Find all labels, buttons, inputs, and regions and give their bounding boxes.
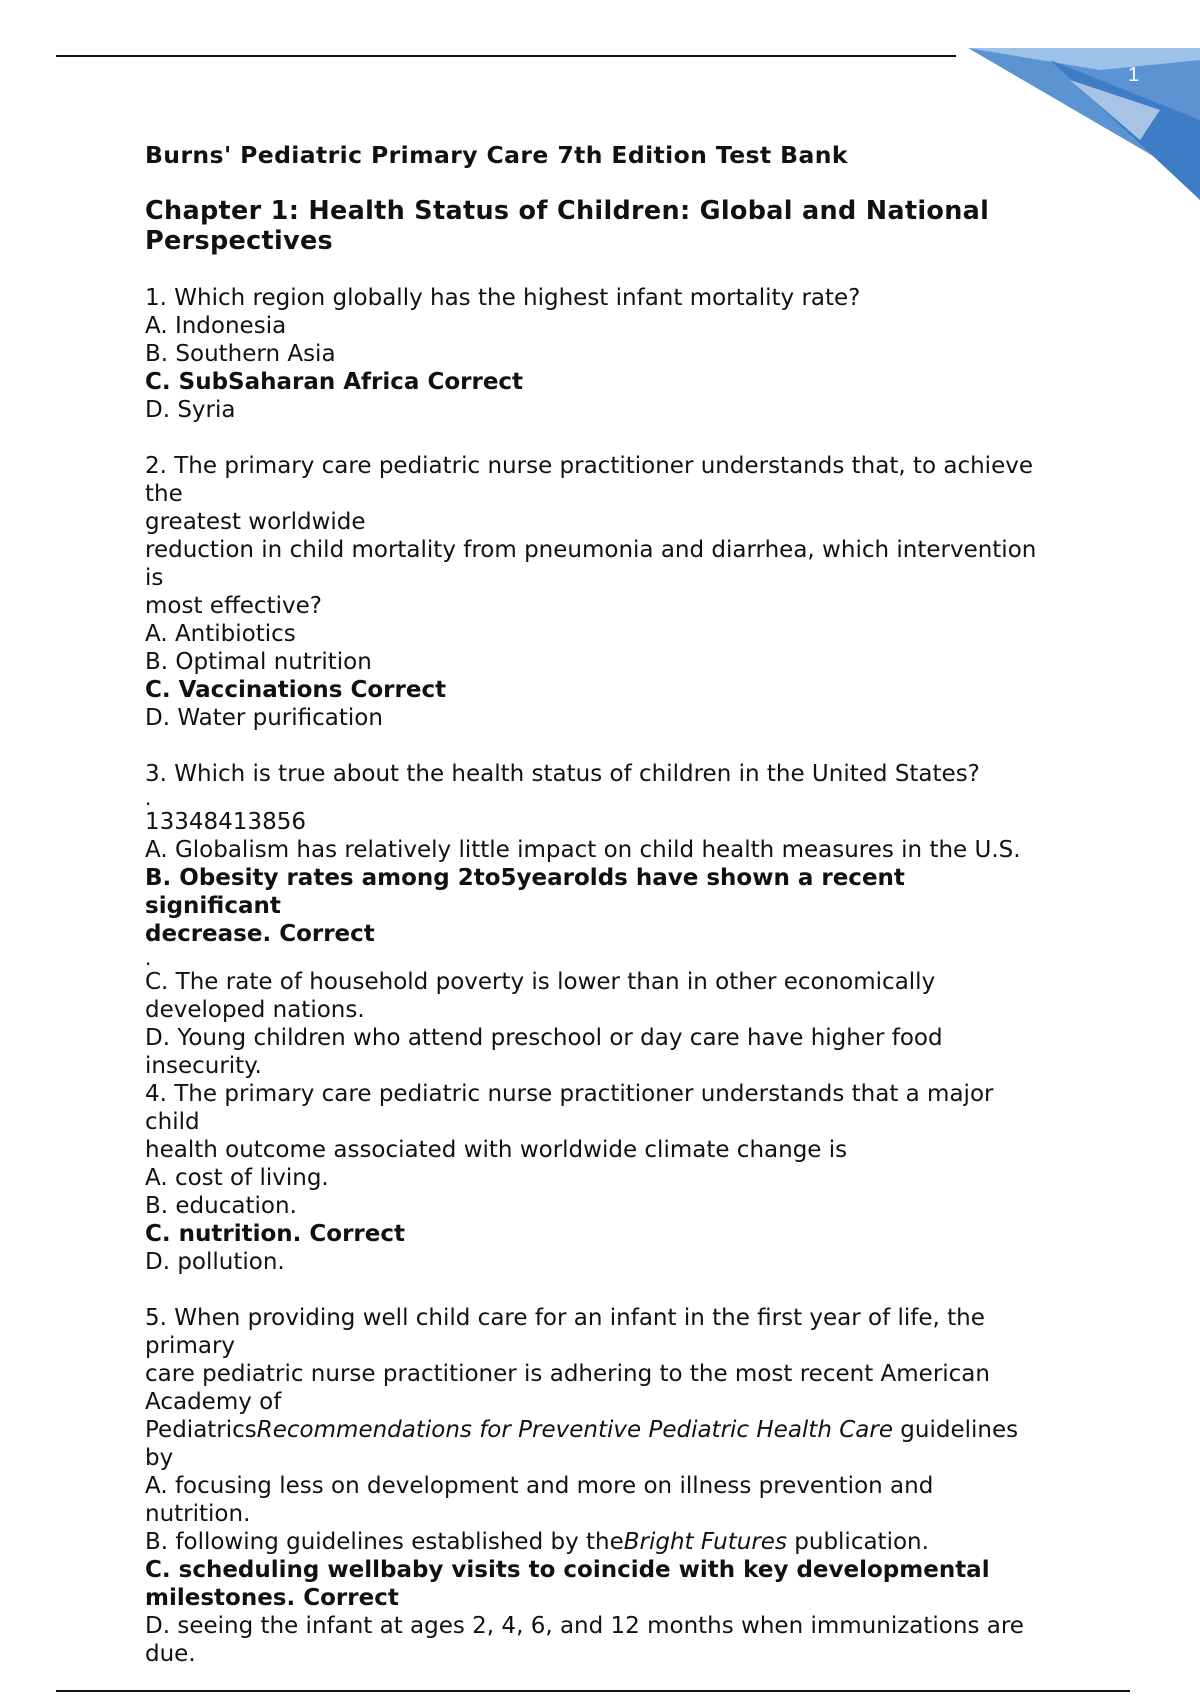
question-stem: the	[145, 481, 183, 507]
option-text: B. following guidelines established by the	[145, 1529, 624, 1555]
question-stem: reduction in child mortality from pneumonia and diarrhea, which intervention	[145, 537, 1037, 563]
chapter-title-line: Chapter 1: Health Status of Children: Global and National	[145, 196, 990, 226]
question-stem: child	[145, 1109, 200, 1135]
answer-option: A. focusing less on development and more on illness prevention and	[145, 1473, 934, 1499]
question-stem: care pediatric nurse practitioner is adhering to the most recent American	[145, 1361, 990, 1387]
correct-answer: decrease. Correct	[145, 921, 375, 947]
question-3	[145, 760, 1090, 1080]
question-4	[145, 1080, 1090, 1276]
reference-code: 13348413856	[145, 809, 306, 835]
option-text: publication.	[786, 1529, 929, 1555]
document-title: Burns' Pediatric Primary Care 7th Edition Test Bank	[145, 141, 848, 169]
footer-rule	[56, 1690, 1130, 1692]
stem-text: Pediatrics	[145, 1417, 257, 1443]
answer-option: A. cost of living.	[145, 1165, 329, 1191]
publication-title: Bright Futures	[623, 1529, 787, 1555]
correct-answer: B. Obesity rates among 2to5yearolds have shown a recent	[145, 865, 905, 891]
correct-answer: C. Vaccinations Correct	[145, 677, 447, 703]
answer-option: D. pollution.	[145, 1249, 285, 1275]
question-stem: Academy of	[145, 1389, 282, 1415]
correct-answer: C. scheduling wellbaby visits to coincide with key developmental	[145, 1557, 990, 1583]
answer-option: B. education.	[145, 1193, 297, 1219]
correct-answer: C. nutrition. Correct	[145, 1221, 405, 1247]
answer-option: due.	[145, 1641, 196, 1667]
answer-option: B. Southern Asia	[145, 341, 336, 367]
separator-dot: .	[145, 946, 152, 970]
question-1	[145, 284, 1090, 424]
chapter-title	[145, 196, 1090, 256]
question-stem	[145, 1416, 1090, 1444]
question-stem: primary	[145, 1333, 236, 1359]
stem-text: guidelines	[892, 1417, 1019, 1443]
question-stem: 2. The primary care pediatric nurse practitioner understands that, to achieve	[145, 453, 1033, 479]
answer-option: D. seeing the infant at ages 2, 4, 6, and 12 months when immunizations are	[145, 1613, 1024, 1639]
answer-option: D. Water purification	[145, 705, 383, 731]
question-5	[145, 1304, 1090, 1668]
correct-answer: milestones. Correct	[145, 1585, 399, 1611]
chapter-title-line: Perspectives	[145, 226, 334, 256]
separator-dot: .	[145, 786, 152, 810]
answer-option: B. Optimal nutrition	[145, 649, 372, 675]
question-stem: most effective?	[145, 593, 322, 619]
question-stem: 3. Which is true about the health status of children in the United States?	[145, 761, 980, 787]
answer-option: A. Indonesia	[145, 313, 287, 339]
answer-option: insecurity.	[145, 1053, 262, 1079]
answer-option: A. Globalism has relatively little impact on child health measures in the U.S.	[145, 837, 1021, 863]
answer-option: nutrition.	[145, 1501, 251, 1527]
answer-option	[145, 1528, 1090, 1556]
question-stem: 5. When providing well child care for an infant in the first year of life, the	[145, 1305, 985, 1331]
answer-option: developed nations.	[145, 997, 365, 1023]
answer-option: D. Young children who attend preschool or day care have higher food	[145, 1025, 943, 1051]
question-stem: greatest worldwide	[145, 509, 366, 535]
document-body	[145, 140, 1090, 1668]
question-stem: health outcome associated with worldwide climate change is	[145, 1137, 848, 1163]
question-2	[145, 452, 1090, 732]
correct-answer: C. SubSaharan Africa Correct	[145, 369, 524, 395]
correct-answer: significant	[145, 893, 281, 919]
answer-option: A. Antibiotics	[145, 621, 296, 647]
question-stem: is	[145, 565, 164, 591]
answer-option: D. Syria	[145, 397, 236, 423]
publication-title: Recommendations for Preventive Pediatric Health Care	[256, 1417, 893, 1443]
answer-option: C. The rate of household poverty is lower than in other economically	[145, 969, 936, 995]
header-rule	[56, 55, 956, 57]
page-number: 1	[1128, 64, 1140, 86]
question-stem: by	[145, 1445, 174, 1471]
question-stem: 4. The primary care pediatric nurse practitioner understands that a major	[145, 1081, 994, 1107]
question-stem: 1. Which region globally has the highest infant mortality rate?	[145, 285, 861, 311]
